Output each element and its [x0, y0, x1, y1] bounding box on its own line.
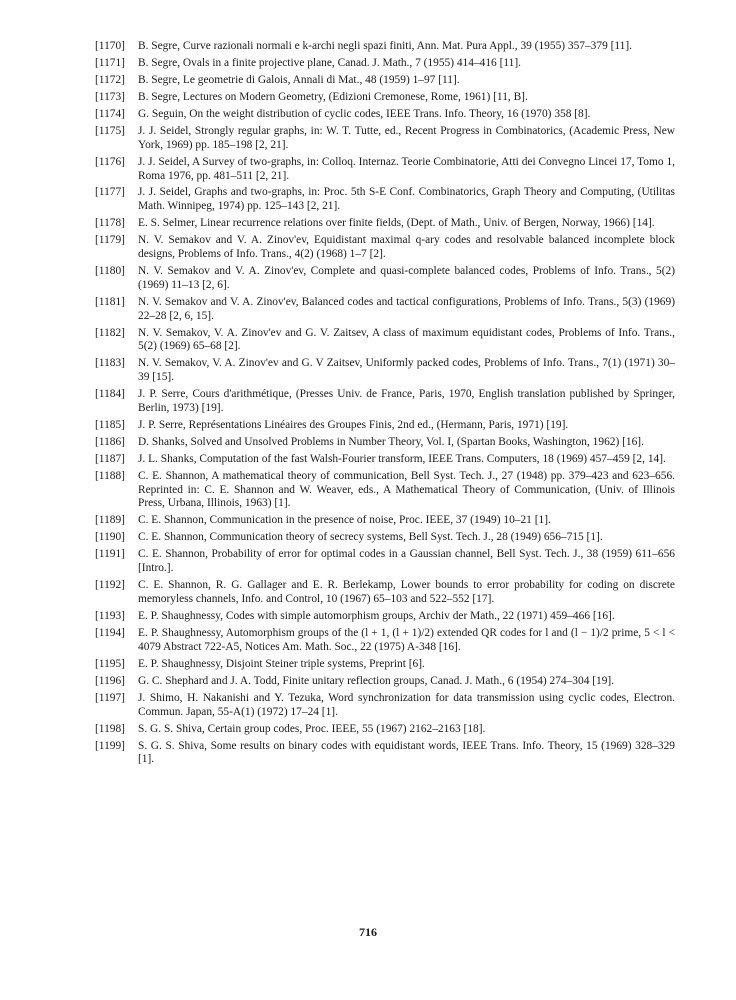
reference-number: [1199]	[95, 739, 125, 752]
reference-number: [1194]	[95, 626, 125, 639]
reference-text: C. E. Shannon, A mathematical theory of communication, Bell Syst. Tech. J., 27 (1948) pp. 379–423 and 623–656. Reprinted in: C. E. Shannon and W. Weaver, eds., A Mathematical Theory of Communication, (Univ. of Illinois Press, Urbana, Illinois, 1963) [1].	[138, 469, 675, 510]
reference-text: E. P. Shaughnessy, Automorphism groups of the (l + 1, (l + 1)/2) extended QR codes for l and (l − 1)/2 prime, 5 < l < 4079 Abstract 722-A5, Notices Am. Math. Soc., 22 (1975) A-348 [16].	[138, 626, 675, 653]
reference-entry	[95, 91, 675, 105]
reference-number: [1185]	[95, 418, 125, 431]
reference-entry	[95, 579, 675, 607]
reference-text: B. Segre, Lectures on Modern Geometry, (Edizioni Cremonese, Rome, 1961) [11, B].	[138, 90, 528, 103]
reference-entry	[95, 265, 675, 293]
reference-entry	[95, 40, 675, 54]
reference-number: [1186]	[95, 435, 125, 448]
reference-text: G. C. Shephard and J. A. Todd, Finite unitary reflection groups, Canad. J. Math., 6 (1954) 274–304 [19].	[138, 674, 615, 687]
reference-entry	[95, 675, 675, 689]
reference-text: N. V. Semakov and V. A. Zinov'ev, Complete and quasi-complete balanced codes, Problems of Info. Trans., 5(2) (1969) 11–13 [2, 6].	[138, 265, 675, 291]
reference-entry	[95, 217, 675, 231]
reference-text: D. Shanks, Solved and Unsolved Problems in Number Theory, Vol. I, (Spartan Books, Washington, 1962) [16].	[138, 435, 644, 448]
reference-number: [1196]	[95, 674, 125, 687]
reference-entry	[95, 531, 675, 545]
reference-entry	[95, 74, 675, 88]
reference-text: J. P. Serre, Représentations Linéaires des Groupes Finis, 2nd ed., (Hermann, Paris, 1971) [19].	[138, 418, 569, 431]
reference-number: [1179]	[95, 234, 125, 247]
reference-entry	[95, 125, 675, 153]
reference-text: B. Segre, Ovals in a finite projective plane, Canad. J. Math., 7 (1955) 414–416 [11].	[138, 56, 521, 69]
reference-text: C. E. Shannon, Communication in the presence of noise, Proc. IEEE, 37 (1949) 10–21 [1].	[138, 514, 551, 527]
reference-number: [1191]	[95, 548, 125, 561]
reference-number: [1180]	[95, 265, 125, 278]
reference-number: [1176]	[95, 155, 125, 168]
reference-number: [1198]	[95, 722, 125, 735]
reference-entry	[95, 108, 675, 122]
reference-number: [1171]	[95, 56, 125, 69]
reference-number: [1183]	[95, 357, 125, 370]
reference-entry	[95, 548, 675, 576]
reference-text: J. P. Serre, Cours d'arithmétique, (Presses Univ. de France, Paris, 1970, English translation published by Springer, Berlin, 1973) [19].	[138, 388, 675, 414]
reference-entry	[95, 723, 675, 737]
reference-text: J. J. Seidel, A Survey of two-graphs, in: Colloq. Internaz. Teorie Combinatorie, Atti dei Convegno Lincei 17, Tomo 1, Roma 1976, pp. 481–511 [2, 21].	[138, 155, 675, 182]
reference-entry	[95, 388, 675, 416]
reference-entry	[95, 186, 675, 214]
reference-text: J. Shimo, H. Nakanishi and Y. Tezuka, Word synchronization for data transmission using cyclic codes, Electron. Commun. Japan, 55-A(1) (1972) 17–24 [1].	[138, 691, 675, 718]
reference-number: [1193]	[95, 610, 125, 622]
reference-text: J. J. Seidel, Strongly regular graphs, in: W. T. Tutte, ed., Recent Progress in Combinatorics, (Academic Press, New York, 1969) pp. 185–198 [2, 21].	[138, 124, 675, 151]
reference-entry	[95, 658, 675, 672]
reference-number: [1174]	[95, 107, 125, 120]
reference-number: [1192]	[95, 579, 125, 592]
reference-number: [1197]	[95, 691, 125, 704]
reference-text: E. P. Shaughnessy, Disjoint Steiner triple systems, Preprint [6].	[138, 657, 425, 670]
reference-text: N. V. Semakov and V. A. Zinov'ev, Equidistant maximal q-ary codes and resolvable balanced incomplete block designs, Problems of Info. Trans., 4(2) (1968) 1–7 [2].	[138, 234, 675, 261]
reference-number: [1170]	[95, 40, 125, 52]
reference-entry	[95, 470, 675, 511]
reference-text: C. E. Shannon, R. G. Gallager and E. R. Berlekamp, Lower bounds to error probability for coding on discrete memoryless channels, Info. and Control, 10 (1967) 65–103 and 522–552 [17].	[138, 579, 675, 606]
reference-entry	[95, 57, 675, 71]
reference-number: [1173]	[95, 90, 125, 103]
reference-number: [1182]	[95, 326, 125, 339]
reference-number: [1195]	[95, 657, 125, 670]
reference-entry	[95, 436, 675, 450]
reference-number: [1175]	[95, 124, 125, 137]
reference-list	[95, 40, 675, 770]
reference-text: C. E. Shannon, Probability of error for optimal codes in a Gaussian channel, Bell Syst. Tech. J., 38 (1959) 611–656 [Intro.].	[138, 548, 675, 575]
reference-entry	[95, 453, 675, 467]
reference-entry	[95, 327, 675, 355]
reference-number: [1189]	[95, 514, 125, 527]
reference-text: N. V. Semakov, V. A. Zinov'ev and G. V Zaitsev, Uniformly packed codes, Problems of Info. Trans., 7(1) (1971) 30–39 [15].	[138, 357, 675, 384]
reference-number: [1184]	[95, 388, 125, 401]
reference-entry	[95, 692, 675, 720]
reference-entry	[95, 234, 675, 262]
reference-number: [1172]	[95, 73, 125, 86]
reference-number: [1178]	[95, 217, 125, 230]
reference-text: B. Segre, Le geometrie di Galois, Annali di Mat., 48 (1959) 1–97 [11].	[138, 73, 460, 86]
reference-number: [1181]	[95, 295, 125, 308]
reference-text: J. J. Seidel, Graphs and two-graphs, in: Proc. 5th S-E Conf. Combinatorics, Graph Theory and Computing, (Utilitas Math. Winnipeg, 1974) pp. 125–143 [2, 21].	[138, 186, 675, 213]
reference-entry	[95, 610, 675, 624]
reference-text: E. S. Selmer, Linear recurrence relations over finite fields, (Dept. of Math., Univ. of Bergen, Norway, 1966) [14].	[138, 217, 655, 230]
reference-text: B. Segre, Curve razionali normali e k-archi negli spazi finiti, Ann. Mat. Pura Appl., 39 (1955) 357–379 [11].	[138, 40, 633, 52]
reference-text: N. V. Semakov, V. A. Zinov'ev and G. V. Zaitsev, A class of maximum equidistant codes, Problems of Info. Trans., 5(2) (1969) 65–68 [2].	[138, 326, 675, 353]
reference-text: S. G. S. Shiva, Certain group codes, Proc. IEEE, 55 (1967) 2162–2163 [18].	[138, 722, 486, 735]
reference-text: E. P. Shaughnessy, Codes with simple automorphism groups, Archiv der Math., 22 (1971) 459–466 [16].	[138, 610, 615, 622]
reference-entry	[95, 357, 675, 385]
reference-number: [1188]	[95, 469, 125, 482]
reference-text: C. E. Shannon, Communication theory of secrecy systems, Bell Syst. Tech. J., 28 (1949) 656–715 [1].	[138, 531, 603, 544]
page-number: 716	[359, 925, 377, 939]
reference-number: [1190]	[95, 531, 125, 544]
reference-text: S. G. S. Shiva, Some results on binary codes with equidistant words, IEEE Trans. Info. Theory, 15 (1969) 328–329 [1].	[138, 739, 675, 766]
reference-entry	[95, 296, 675, 324]
reference-entry	[95, 156, 675, 184]
reference-text: G. Seguin, On the weight distribution of cyclic codes, IEEE Trans. Info. Theory, 16 (1970) 358 [8].	[138, 107, 591, 120]
reference-number: [1177]	[95, 186, 125, 199]
reference-entry	[95, 419, 675, 433]
reference-text: J. L. Shanks, Computation of the fast Walsh-Fourier transform, IEEE Trans. Computers, 18 (1969) 457–459 [2, 14].	[138, 452, 666, 465]
reference-number: [1187]	[95, 452, 125, 465]
reference-text: N. V. Semakov and V. A. Zinov'ev, Balanced codes and tactical configurations, Problems of Info. Trans., 5(3) (1969) 22–28 [2, 6, 15].	[138, 295, 675, 322]
reference-entry	[95, 627, 675, 655]
reference-entry	[95, 740, 675, 768]
reference-entry	[95, 514, 675, 528]
